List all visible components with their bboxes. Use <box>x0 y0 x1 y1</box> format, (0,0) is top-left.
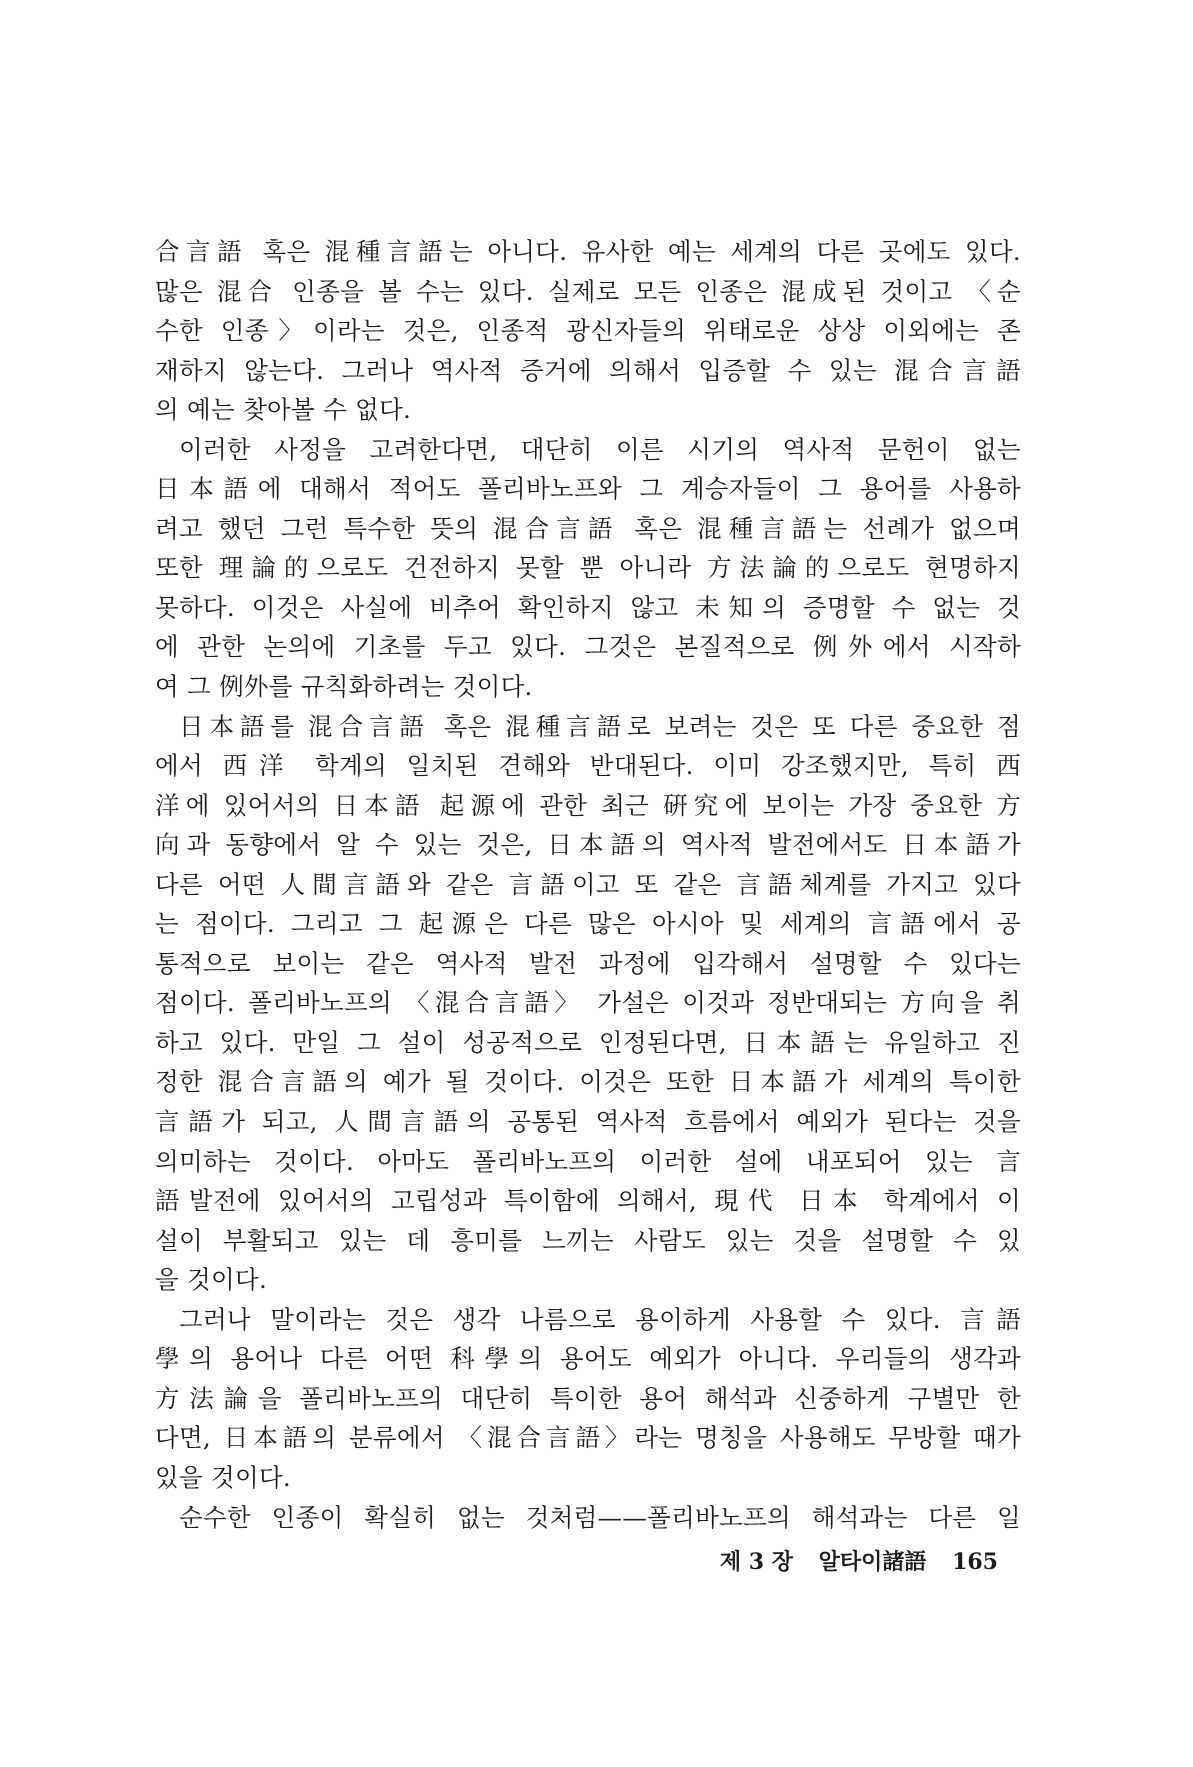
text-line: 에서 西洋 학계의 일치된 견해와 반대된다. 이미 강조했지만, 특히 西 <box>155 751 1021 781</box>
chapter-title: 알타이諸語 <box>818 1549 927 1575</box>
text-line: 많은 混合 인종을 볼 수는 있다. 실제로 모든 인종은 混成된 것이고 〈순 <box>155 276 1021 306</box>
text-line: 그러나 말이라는 것은 생각 나름으로 용이하게 사용할 수 있다. 言語 <box>179 1304 1021 1334</box>
text-line: 못하다. 이것은 사실에 비추어 확인하지 않고 未知의 증명할 수 없는 것 <box>155 592 1021 622</box>
text-line: 向과 동향에서 알 수 있는 것은, 日本語의 역사적 발전에서도 日本語가 <box>155 830 1021 860</box>
paragraph <box>155 232 1021 430</box>
text-line: 다면, 日本語의 분류에서 〈混合言語〉라는 명칭을 사용해도 무방할 때가 <box>155 1423 1021 1453</box>
text-line: 語발전에 있어서의 고립성과 특이함에 의해서, 現代 日本 학계에서 이 <box>155 1186 1021 1216</box>
text-line: 洋에 있어서의 日本語 起源에 관한 최근 硏究에 보이는 가장 중요한 方 <box>155 790 1021 820</box>
running-footer <box>720 1545 998 1576</box>
text-line: 는 점이다. 그리고 그 起源은 다른 많은 아시아 및 세계의 言語에서 공 <box>155 909 1021 939</box>
paragraph <box>155 707 1021 1300</box>
text-line: 점이다. 폴리바노프의 〈混合言語〉 가설은 이것과 정반대되는 方向을 취 <box>155 988 1021 1018</box>
text-line: 또한 理論的으로도 건전하지 못할 뿐 아니라 方法論的으로도 현명하지 <box>155 553 1021 583</box>
text-line: 에 관한 논의에 기초를 두고 있다. 그것은 본질적으로 例外에서 시작하 <box>155 632 1021 662</box>
text-line: 이러한 사정을 고려한다면, 대단히 이른 시기의 역사적 문헌이 없는 <box>179 434 1021 464</box>
text-line: 言語가 되고, 人間言語의 공통된 역사적 흐름에서 예외가 된다는 것을 <box>155 1107 1021 1137</box>
text-line: 方法論을 폴리바노프의 대단히 특이한 용어 해석과 신중하게 구별만 한 <box>155 1383 1021 1413</box>
text-line: 정한 混合言語의 예가 될 것이다. 이것은 또한 日本語가 세계의 특이한 <box>155 1067 1021 1097</box>
text-line: 통적으로 보이는 같은 역사적 발전 과정에 입각해서 설명할 수 있다는 <box>155 948 1021 978</box>
text-line: 여 그 例外를 규칙화하려는 것이다. <box>155 672 533 702</box>
paragraph <box>155 1300 1021 1498</box>
text-line: 재하지 않는다. 그러나 역사적 증거에 의해서 입증할 수 있는 混合言語 <box>155 355 1021 385</box>
text-line: 日本語에 대해서 적어도 폴리바노프와 그 계승자들이 그 용어를 사용하 <box>155 474 1021 504</box>
text-line: 을 것이다. <box>155 1265 268 1295</box>
text-line: 순수한 인종이 확실히 없는 것처럼——폴리바노프의 해석과는 다른 일 <box>179 1502 1021 1532</box>
text-line: 수한 인종〉이라는 것은, 인종적 광신자들의 위태로운 상상 이외에는 존 <box>155 316 1021 346</box>
text-line: 合言語 혹은 混種言語는 아니다. 유사한 예는 세계의 다른 곳에도 있다. <box>155 237 1021 266</box>
text-line: 설이 부활되고 있는 데 흥미를 느끼는 사람도 있는 것을 설명할 수 있 <box>155 1225 1021 1255</box>
text-line: 의미하는 것이다. 아마도 폴리바노프의 이러한 설에 내포되어 있는 言 <box>155 1146 1021 1176</box>
text-line: 다른 어떤 人間言語와 같은 言語이고 또 같은 言語체계를 가지고 있다 <box>155 869 1021 899</box>
text-line: 있을 것이다. <box>155 1462 292 1492</box>
paragraph <box>155 1498 1021 1538</box>
paragraph <box>155 430 1021 707</box>
page-number: 165 <box>952 1549 998 1575</box>
text-line: 學의 용어나 다른 어떤 科學의 용어도 예외가 아니다. 우리들의 생각과 <box>155 1344 1021 1374</box>
body-text <box>155 232 1021 1537</box>
text-line: 의 예는 찾아볼 수 없다. <box>155 395 412 425</box>
text-line: 하고 있다. 만일 그 설이 성공적으로 인정된다면, 日本語는 유일하고 진 <box>155 1027 1021 1057</box>
text-line: 日本語를 混合言語 혹은 混種言語로 보려는 것은 또 다른 중요한 점 <box>179 711 1021 741</box>
chapter-number: 제 3 장 <box>719 1549 793 1575</box>
text-line: 려고 했던 그런 특수한 뜻의 混合言語 혹은 混種言語는 선례가 없으며 <box>155 513 1021 543</box>
